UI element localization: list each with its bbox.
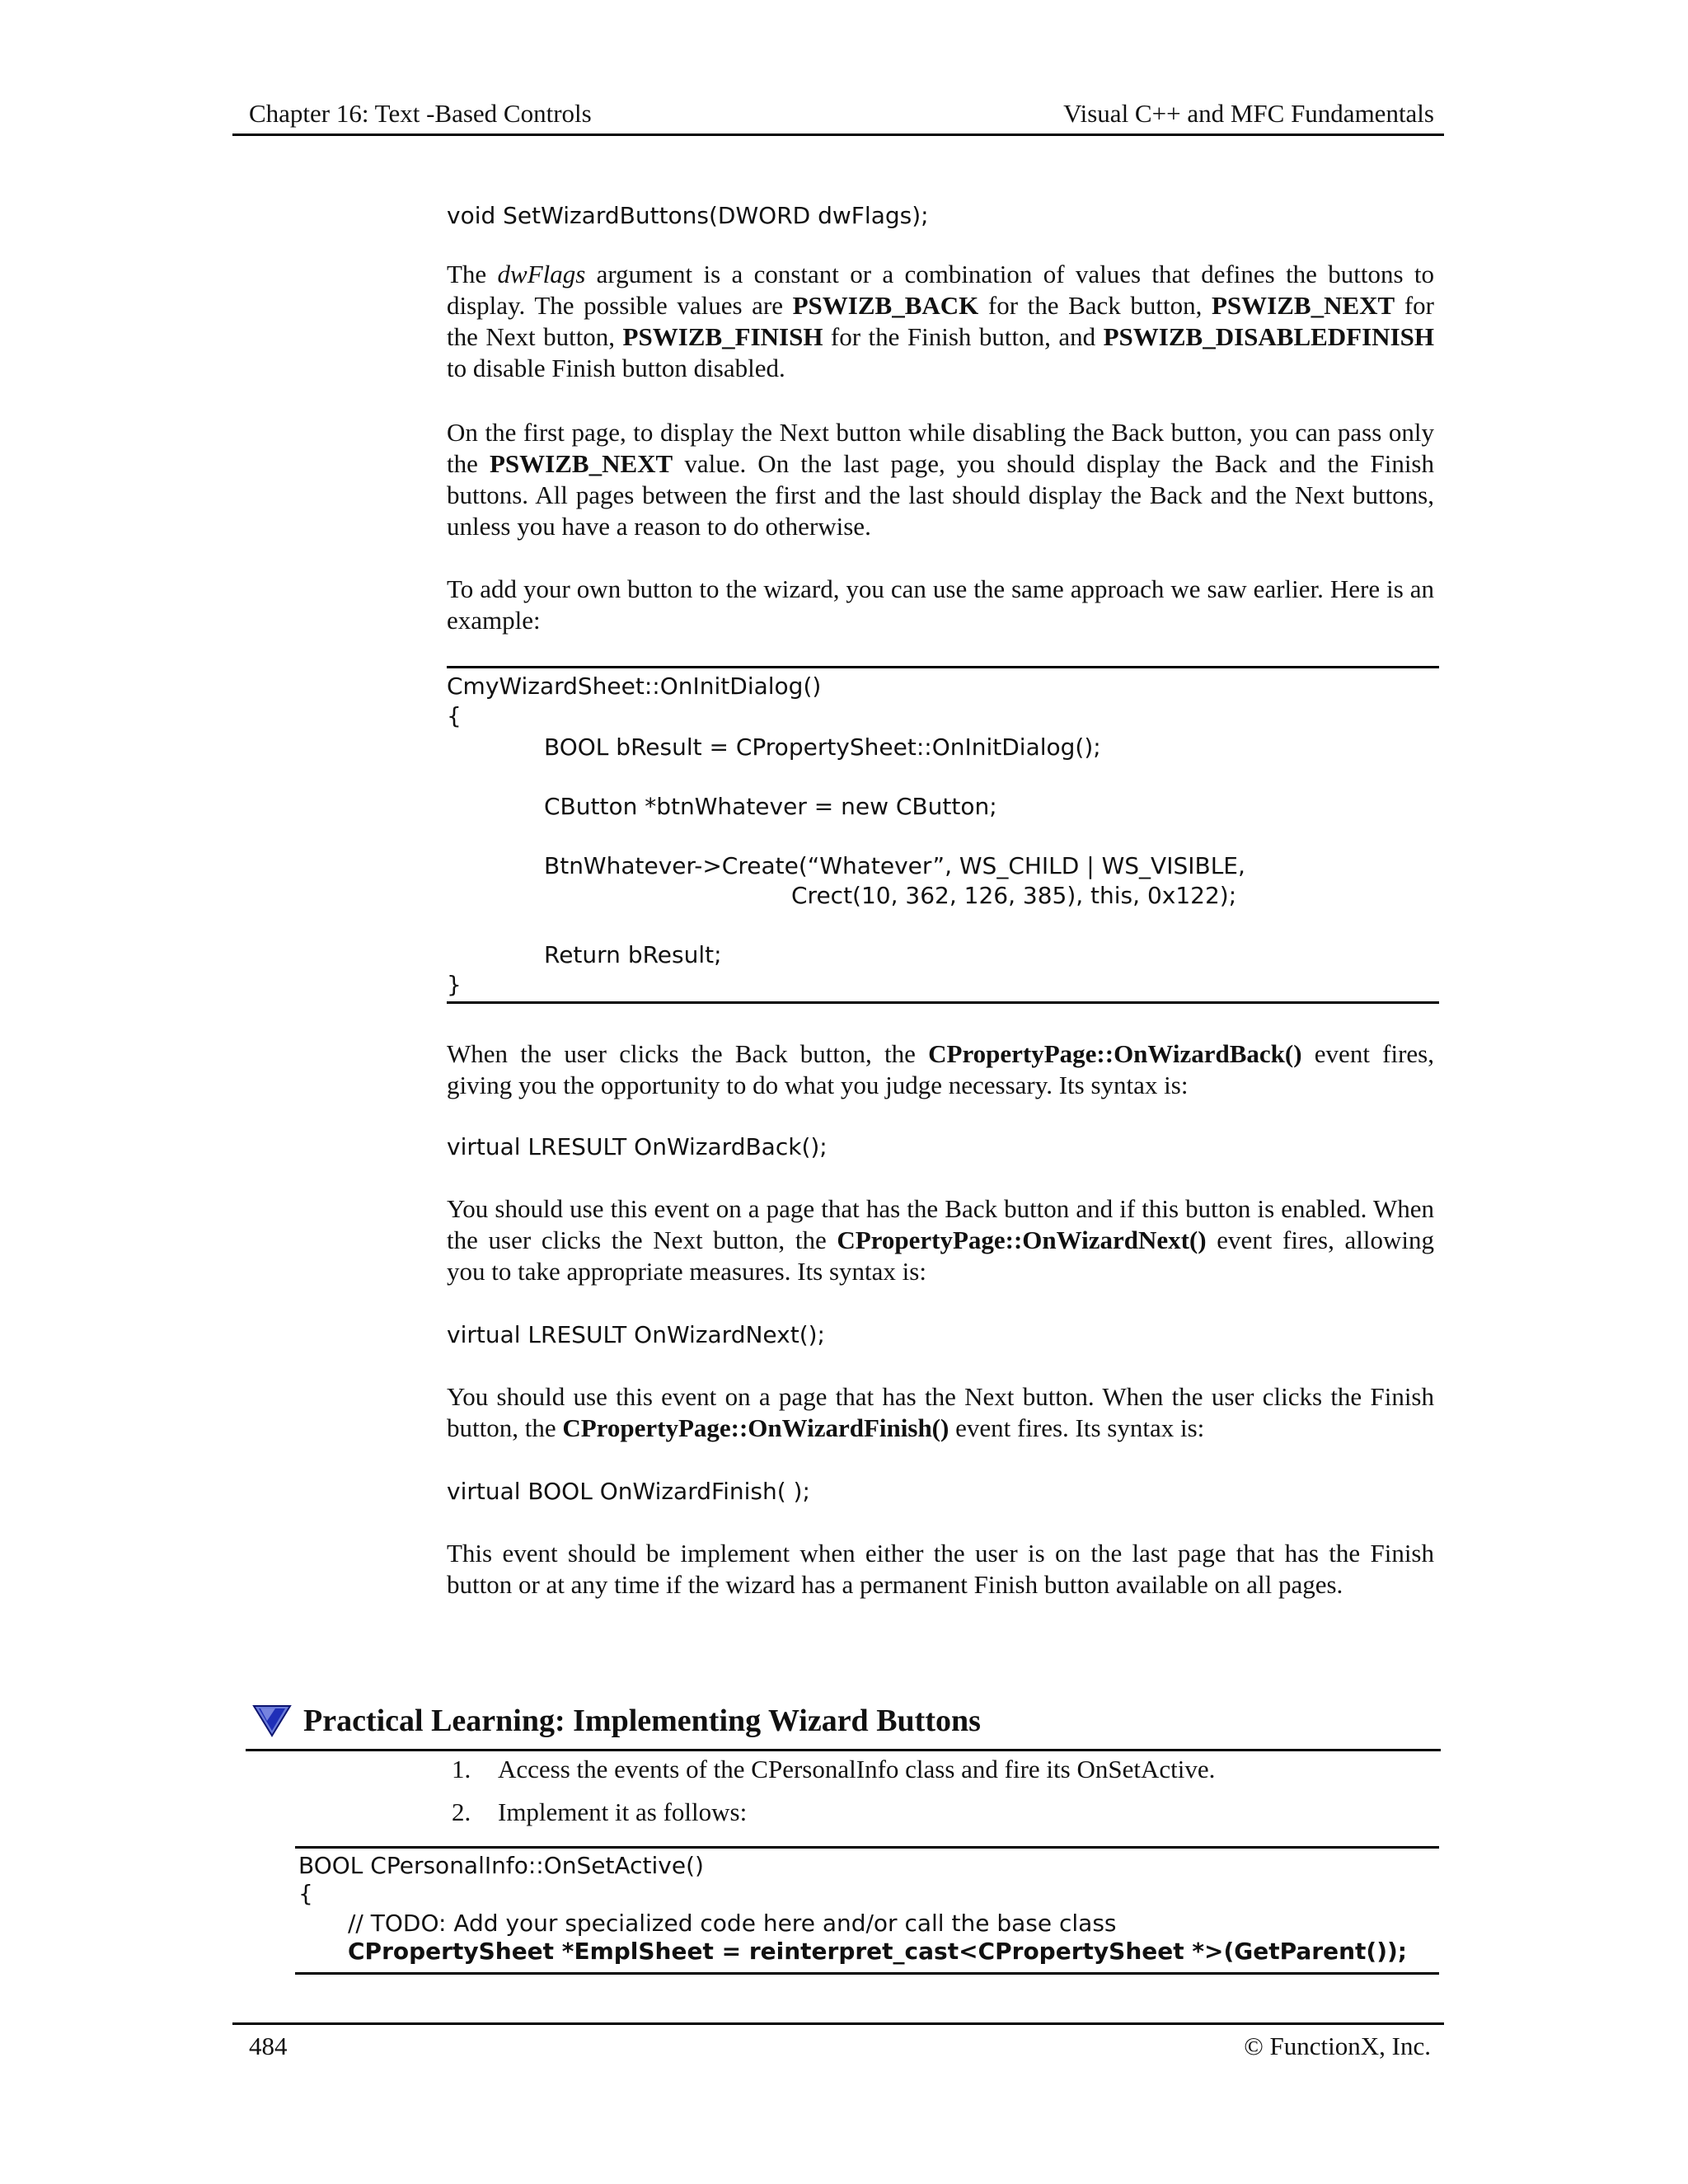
code-line: BOOL bResult = CPropertySheet::OnInitDialog(); (544, 733, 1101, 761)
section-heading (246, 1698, 1441, 1751)
list-item: 2. Implement it as follows: (452, 1797, 748, 1826)
paragraph-first-page: On the first page, to display the Next button while disabling the Back button, you can pass only the PSWIZB_NEXT value. On the last page, you should display the Back and the Finish buttons. All pages between the first and the last should display the Back and the Next buttons, unless you have a reason to do otherwise. (447, 418, 1434, 541)
paragraph-dwflags: The dwFlags argument is a constant or a combination of values that defines the buttons to display. The possible values are PSWIZB_BACK for the Back button, PSWIZB_NEXT for the Next button, PSWIZB_FINISH for the Finish button, and PSWIZB_DISABLEDFINISH to disable Finish button disabled. (447, 260, 1434, 382)
syntax-onwizardback: virtual LRESULT OnWizardBack(); (447, 1133, 828, 1160)
page-number: 484 (249, 2032, 288, 2060)
code-line: } (447, 971, 462, 998)
code-line: Crect(10, 362, 126, 385), this, 0x122); (791, 882, 1237, 909)
paragraph-finish-event: This event should be implement when either the user is on the last page that has the Finish button or at any time if the wizard has a permanent Finish button available on all pages. (447, 1539, 1434, 1599)
list-item: 1. Access the events of the CPersonalInfo class and fire its OnSetActive. (452, 1755, 1216, 1783)
code-line: CmyWizardSheet::OnInitDialog() (447, 673, 822, 700)
syntax-set-wizard-buttons: void SetWizardButtons(DWORD dwFlags); (447, 202, 929, 229)
code-line: { (447, 702, 462, 729)
code-block-oninitdialog (447, 666, 1439, 1004)
running-footer (232, 2022, 1444, 2060)
code-line: // TODO: Add your specialized code here and/or call the base class (348, 1910, 1117, 1937)
paragraph-add-button: To add your own button to the wizard, you can use the same approach we saw earlier. Here is an example: (447, 574, 1434, 635)
code-block-onsetactive (295, 1846, 1439, 1975)
code-line: CButton *btnWhatever = new CButton; (544, 793, 997, 820)
code-line: BtnWhatever->Create(“Whatever”, WS_CHILD | WS_VISIBLE, (544, 852, 1245, 879)
running-header (232, 97, 1444, 136)
code-line: Return bResult; (544, 941, 722, 968)
section-title: Practical Learning: Implementing Wizard Buttons (303, 1704, 981, 1738)
book-title: Visual C++ and MFC Fundamentals (1063, 99, 1434, 128)
copyright: © FunctionX, Inc. (1244, 2032, 1431, 2060)
paragraph-onwizardback: When the user clicks the Back button, the CPropertyPage::OnWizardBack() event fires, giving you the opportunity to do what you judge necessary. Its syntax is: (447, 1039, 1434, 1099)
code-line: CPropertySheet *EmplSheet = reinterpret_cast<CPropertySheet *>(GetParent()); (348, 1938, 1407, 1965)
blue-triangle-icon (251, 1699, 293, 1741)
syntax-onwizardfinish: virtual BOOL OnWizardFinish( ); (447, 1478, 810, 1505)
paragraph-onwizardfinish: You should use this event on a page that has the Next button. When the user clicks the Finish button, the CPropertyPage::OnWizardFinish() event fires. Its syntax is: (447, 1382, 1434, 1442)
paragraph-onwizardnext: You should use this event on a page that has the Back button and if this button is enabled. When the user clicks the Next button, the CPropertyPage::OnWizardNext() event fires, allowing you to take appropriate measures. Its syntax is: (447, 1194, 1434, 1286)
chapter-title: Chapter 16: Text -Based Controls (249, 99, 592, 128)
code-line: BOOL CPersonalInfo::OnSetActive() (298, 1852, 704, 1879)
syntax-onwizardnext: virtual LRESULT OnWizardNext(); (447, 1321, 825, 1348)
code-line: { (298, 1880, 313, 1907)
